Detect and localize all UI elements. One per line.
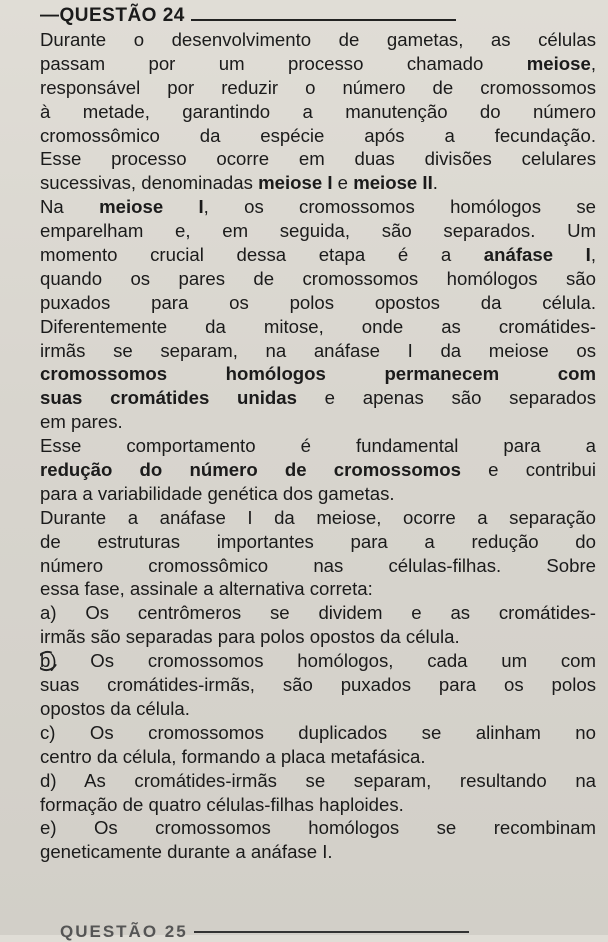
text-segment: e apenas são separados — [296, 387, 596, 409]
text-segment: sucessivas, denominadas — [40, 172, 259, 194]
option-line: c) Os cromossomos duplicados se alinham no — [40, 721, 596, 743]
statement-line — [40, 267, 596, 291]
option-c[interactable] — [40, 721, 596, 769]
option-line: suas cromátides-irmãs, são puxados para os polos — [40, 674, 596, 696]
text-segment: Durante a anáfase I da meiose, ocorre a separação — [40, 506, 596, 528]
text-segment: número cromossômico nas células-filhas. Sobre — [40, 554, 596, 576]
option-line: geneticamente durante a anáfase I. — [40, 841, 333, 863]
next-question-header — [60, 924, 469, 940]
text-segment: momento crucial dessa etapa é a — [40, 244, 484, 266]
option-a[interactable] — [40, 601, 596, 649]
option-line: opostos da célula. — [40, 697, 190, 719]
text-segment: e — [332, 172, 354, 194]
option-b[interactable] — [40, 649, 596, 721]
option-line: a) Os centrômeros se dividem e as cromátides- — [40, 602, 596, 624]
statement-line — [40, 28, 596, 52]
statement-line — [40, 171, 596, 195]
question-header — [40, 4, 596, 28]
text-segment: emparelham e, em seguida, são separados. Um — [40, 220, 596, 242]
text-segment: à metade, garantindo a manutenção do número — [40, 100, 596, 122]
option-line: e) Os cromossomos homólogos se recombinam — [40, 817, 596, 839]
statement-line — [40, 243, 596, 267]
option-line — [40, 649, 596, 673]
statement-line — [40, 410, 596, 434]
statement-line — [40, 291, 596, 315]
header-rule — [191, 19, 456, 21]
statement-line — [40, 386, 596, 410]
option-line: d) As cromátides-irmãs se separam, resultando na — [40, 769, 596, 791]
bold-text: meiose II — [353, 172, 433, 194]
text-segment: puxados para os polos opostos da célula. — [40, 291, 596, 313]
text-segment: , — [590, 244, 596, 266]
statement-line — [40, 458, 596, 482]
text-segment: irmãs se separam, na anáfase I da meiose os — [40, 339, 596, 361]
bold-text: meiose I — [258, 172, 333, 194]
statement-line — [40, 124, 596, 148]
bold-text: anáfase I — [483, 244, 591, 266]
bold-text: cromossomos homólogos permanecem com — [40, 363, 596, 385]
text-segment: quando os pares de cromossomos homólogos são — [40, 267, 596, 289]
bold-text: meiose I — [99, 196, 204, 218]
statement-line — [40, 506, 596, 530]
text-segment: passam por um processo chamado — [40, 52, 527, 74]
text-segment: em pares. — [40, 411, 123, 433]
question-statement — [40, 28, 596, 601]
statement-line — [40, 195, 596, 219]
bold-text: meiose — [526, 52, 591, 74]
text-segment: , — [590, 52, 596, 74]
option-line: centro da célula, formando a placa metafásica. — [40, 745, 426, 767]
text-segment: Durante o desenvolvimento de gametas, as células — [40, 29, 596, 50]
statement-line — [40, 577, 596, 601]
text-segment: . — [432, 172, 438, 194]
statement-line — [40, 362, 596, 386]
text-segment: Esse comportamento é fundamental para a — [40, 435, 596, 457]
answer-options — [40, 601, 596, 864]
option-e[interactable] — [40, 816, 596, 864]
option-line: formação de quatro células-filhas haploides. — [40, 793, 404, 815]
option-text: Os cromossomos homólogos, cada um com — [56, 650, 596, 672]
statement-line — [40, 147, 596, 171]
text-segment: essa fase, assinale a alternativa correta: — [40, 578, 373, 600]
statement-line — [40, 100, 596, 124]
text-segment: e contribui — [460, 459, 596, 481]
text-segment: cromossômico da espécie após a fecundação. — [40, 124, 596, 146]
statement-line — [40, 76, 596, 100]
statement-line — [40, 339, 596, 363]
option-line: irmãs são separadas para polos opostos da célula. — [40, 626, 460, 648]
statement-line — [40, 482, 596, 506]
text-segment: Na — [40, 196, 100, 218]
text-segment: , os cromossomos homólogos se — [203, 196, 596, 218]
selected-answer-mark: b) — [40, 650, 57, 672]
statement-line — [40, 530, 596, 554]
statement-line — [40, 315, 596, 339]
text-segment: responsável por reduzir o número de cromossomos — [40, 76, 596, 98]
statement-line — [40, 219, 596, 243]
text-segment: Diferentemente da mitose, onde as cromátides- — [40, 315, 596, 337]
next-question-title: QUESTÃO 25 — [60, 922, 188, 941]
text-segment: de estruturas importantes para a redução do — [40, 530, 596, 552]
statement-line — [40, 434, 596, 458]
bold-text: redução do número de cromossomos — [40, 459, 461, 481]
text-segment: Esse processo ocorre em duas divisões celulares — [40, 148, 596, 170]
bold-text: suas cromátides unidas — [40, 387, 297, 409]
statement-line — [40, 52, 596, 76]
footer-rule — [194, 931, 469, 933]
option-d[interactable] — [40, 769, 596, 817]
statement-line — [40, 554, 596, 578]
question-title: —QUESTÃO 24 — [40, 5, 185, 26]
text-segment: para a variabilidade genética dos gametas. — [40, 482, 395, 504]
